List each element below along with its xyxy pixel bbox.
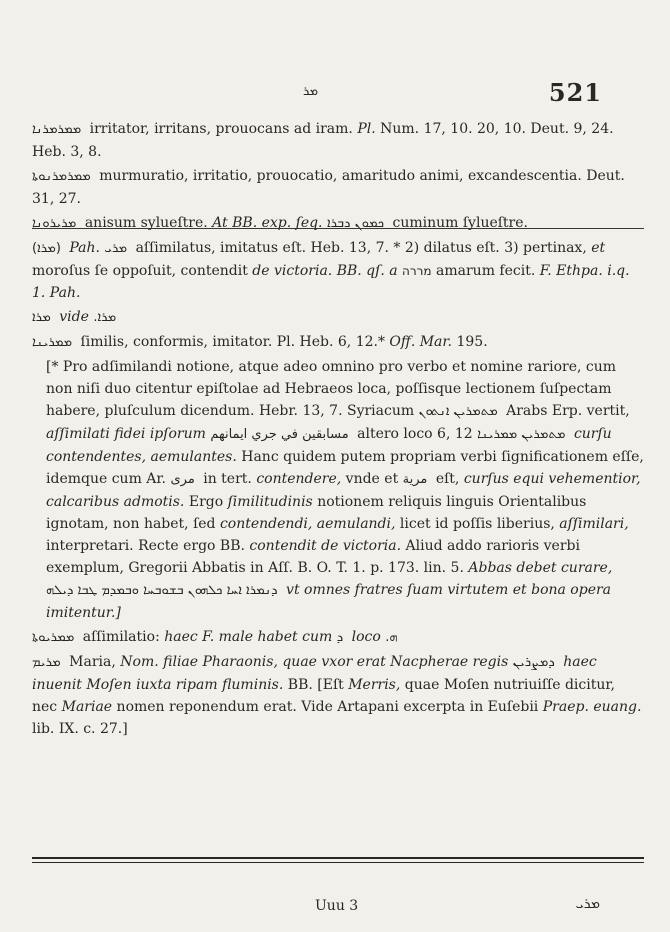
entry-assimilatio: ܡܡܪܝܘܬܐ aſſimilatio: haec F. male habet cum ܕ loco ܗ.	[32, 629, 398, 645]
catchword: ܡܪܝ	[575, 896, 600, 912]
footer-rule	[32, 857, 644, 863]
entry-maria: ܡܪܝܡ Maria, Nom. filiae Pharaonis, quae vxor erat Nacpherae regis ܕܡܨܪܝܢ haec inuenit Moſen iuxta ripam fluminis. BB. [Eſt Merris, quae Moſen nutriuiſſe dicitur, nec Mariae nomen reponendum erat. Vide Artapani excerpta in Euſebii Praep. euang. lib. IX. c. 27.]	[32, 654, 642, 737]
entry-vide: ܡܪܐ vide ܡܪܐ.	[32, 309, 117, 325]
syriac-headword: ܡܪܐ	[32, 310, 51, 325]
entry-anisum: ܡܪܝܪܘܢܐ anisum sylueſtre. At BB. exp. ſeq. ܟܡܘܢ ܕܒܪܐ cuminum ſylueſtre.	[32, 215, 528, 231]
entry-irritator: ܡܡܪܡܪܢܐ irritator, irritans, prouocans ad iram. Pl. Num. 17, 10. 20, 10. Deut. 9, 24. Heb. 3, 8.	[32, 121, 614, 160]
syriac-headword: ܡܡܪܡܪܢܘܬܐ	[32, 169, 91, 184]
page-footer	[0, 898, 670, 922]
signature-mark: Uuu 3	[315, 898, 359, 914]
page-body	[32, 118, 644, 742]
note-adsimilandi: [* Pro adſimilandi notione, atque adeo omnino pro verbo et nomine rariore, cum non niſi duo citentur epiſtolae ad Hebraeos loca, poſſisque lectionem ſuſpectam habere, pluſculum dicendum. Hebr. 13, 7. Syriacum ܡܬܡܪܝܢ ܐܢܬܘܢ Arabs Erp. vertit, aſſimilati fidei ipſorum مسابقين في جري ايمانهم altero loco 6, 12 ܡܬܡܪܝܢ ܡܡܪܝܢܐ curſu contendentes, aemulantes. Hanc quidem putem propriam verbi ſignificationem eſſe, idemque cum Ar. مرى in tert. contendere, vnde et مرية eſt, curſus equi vehementior, calcaribus admotis. Ergo ſimilitudinis notionem reliquis linguis Orientalibus ignotam, non habet, ſed contendendi, aemulandi, licet id poſſis liberius, aſſimilari, interpretari. Recte ergo BB. contendit de victoria. Aliud addo rarioris verbi exemplum, Gregorii Abbatis in Aſſ. B. O. T. 1. p. 173. lin. 5. Abbas debet curare, ܕܢܡܪܐ ܐܚܐ ܟܠܗܘܢ ܒܫܘܒܚܐ ܘܒܡܕܡ ܛܒܐ ܕܝܠܗ vt omnes fratres ſuam virtutem et bona opera imitentur.]	[46, 359, 644, 621]
section-rule	[32, 228, 644, 229]
entry-assimilatus: (ܡܪܐ) Pah. ܡܪܝ aſſimilatus, imitatus eſt. Heb. 13, 7. * 2) dilatus eſt. 3) pertinax, et moroſus ſe oppoſuit, contendit de victoria. BB. qſ. a מררה amarum fecit. F. Ethpa. i.q. 1. Pah.	[32, 240, 630, 301]
syriac-headword: ܡܡܪܡܪܢܐ	[32, 122, 82, 137]
running-head: ܡܪ	[303, 84, 319, 99]
entry-similis: ܡܡܪܝܢܐ ſimilis, conformis, imitator. Pl. Heb. 6, 12.* Off. Mar. 195.	[32, 334, 488, 350]
page-number: 521	[548, 78, 602, 107]
syriac-headword: (ܡܪܐ)	[32, 241, 61, 256]
entry-murmuratio: ܡܡܪܡܪܢܘܬܐ murmuratio, irritatio, prouocatio, amaritudo animi, excandescentia. Deut. 31, 27.	[32, 168, 625, 207]
page-header	[0, 78, 670, 108]
hebrew-word: מררה	[402, 264, 432, 278]
syriac-headword: ܡܡܪܝܢܐ	[32, 335, 73, 350]
syriac-headword: ܡܡܪܝܘܬܐ	[32, 630, 75, 645]
syriac-headword: ܡܪܝܡ	[32, 655, 61, 670]
syriac-headword: ܡܪܝܪܘܢܐ	[32, 216, 77, 231]
